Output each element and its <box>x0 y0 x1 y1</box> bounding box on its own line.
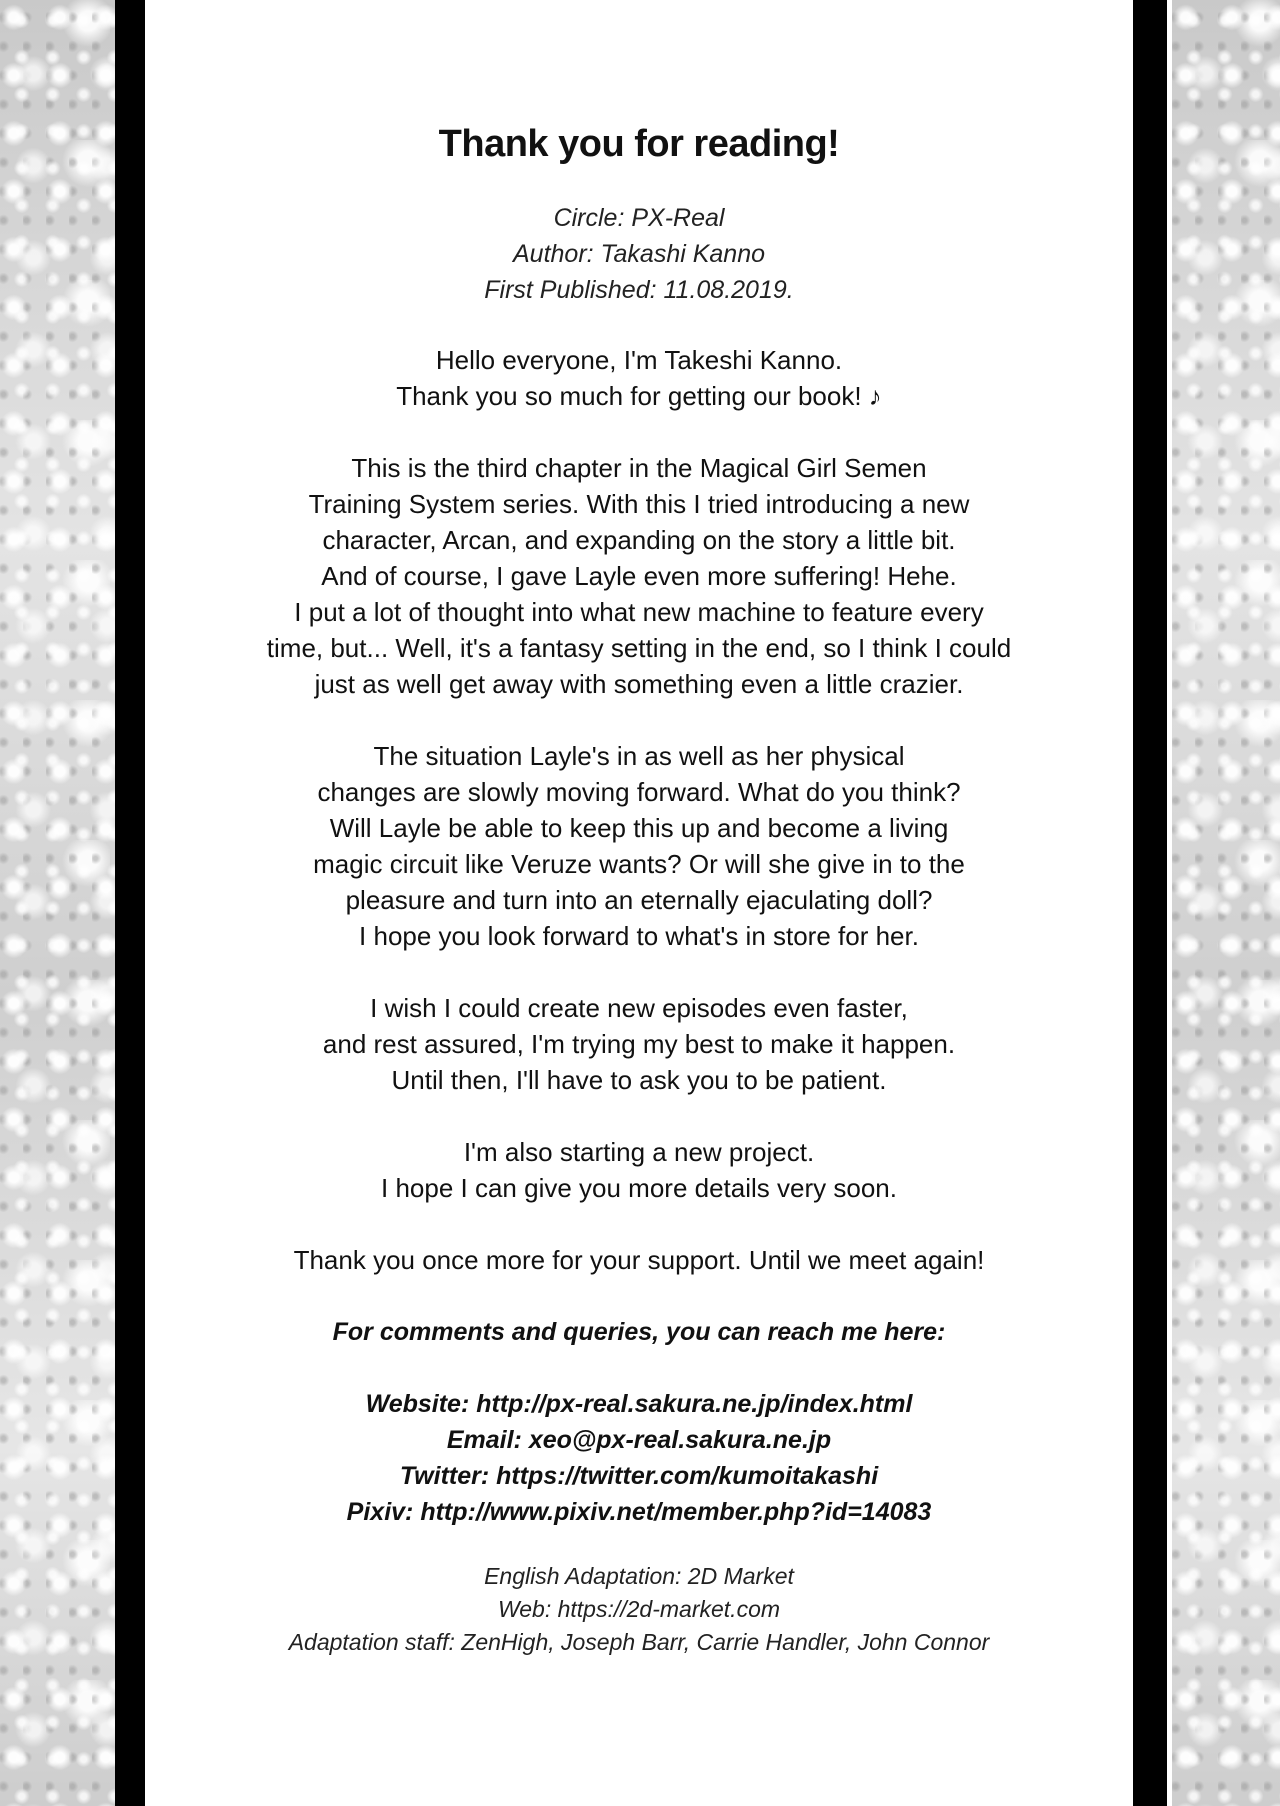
text-line: I hope I can give you more details very soon. <box>381 1173 897 1203</box>
chapter-paragraph <box>145 450 1133 702</box>
contact-heading: For comments and queries, you can reach me here: <box>332 1318 946 1346</box>
afterword-page <box>145 0 1133 1806</box>
text-line: This is the third chapter in the Magical Girl Semen <box>351 453 927 483</box>
text-line: changes are slowly moving forward. What do you think? <box>317 777 961 807</box>
text-line: and rest assured, I'm trying my best to make it happen. <box>322 1029 956 1059</box>
text-line: I put a lot of thought into what new machine to feature every <box>294 597 984 627</box>
text-line: magic circuit like Veruze wants? Or will she give in to the <box>313 849 965 879</box>
contact-list <box>145 1386 1133 1530</box>
closing-paragraph <box>145 1242 1133 1278</box>
text-line: I hope you look forward to what's in store for her. <box>359 921 919 951</box>
adaptation-line: English Adaptation: 2D Market <box>484 1563 794 1589</box>
text-line: And of course, I gave Layle even more suffering! Hehe. <box>321 561 957 591</box>
text-line: The situation Layle's in as well as her physical <box>373 741 905 771</box>
staff-line: Adaptation staff: ZenHigh, Joseph Barr, Carrie Handler, John Connor <box>288 1629 990 1655</box>
published-line: First Published: 11.08.2019. <box>484 276 794 304</box>
publication-info <box>145 200 1133 308</box>
text-line: I'm also starting a new project. <box>463 1137 815 1167</box>
text-line: Will Layle be able to keep this up and become a living <box>329 813 949 843</box>
text-line: Thank you so much for getting our book! ♪ <box>396 381 882 411</box>
text-line: time, but... Well, it's a fantasy setting in the end, so I think I could <box>266 633 1012 663</box>
email-contact: Email: xeo@px-real.sakura.ne.jp <box>446 1426 832 1454</box>
episodes-paragraph <box>145 990 1133 1098</box>
greeting-paragraph <box>145 342 1133 414</box>
twitter-contact: Twitter: https://twitter.com/kumoitakashi <box>399 1462 879 1490</box>
text-line: Thank you once more for your support. Until we meet again! <box>293 1245 985 1275</box>
text-line: pleasure and turn into an eternally ejaculating doll? <box>345 885 933 915</box>
text-line: just as well get away with something even a little crazier. <box>314 669 964 699</box>
pixiv-contact: Pixiv: http://www.pixiv.net/member.php?id=14083 <box>346 1498 932 1526</box>
text-line: Training System series. With this I tried introducing a new <box>308 489 970 519</box>
author-line: Author: Takashi Kanno <box>512 240 766 268</box>
page-title: Thank you for reading! <box>438 123 840 165</box>
bubble-background-right <box>1172 0 1280 1806</box>
website-contact: Website: http://px-real.sakura.ne.jp/index.html <box>365 1390 913 1418</box>
web-line: Web: https://2d-market.com <box>497 1596 781 1622</box>
text-line: Until then, I'll have to ask you to be patient. <box>391 1065 887 1095</box>
text-line: character, Arcan, and expanding on the story a little bit. <box>322 525 956 555</box>
text-line: Hello everyone, I'm Takeshi Kanno. <box>435 345 843 375</box>
circle-line: Circle: PX-Real <box>553 204 725 232</box>
project-paragraph <box>145 1134 1133 1206</box>
story-paragraph <box>145 738 1133 954</box>
bubble-background-left <box>0 0 120 1806</box>
text-line: I wish I could create new episodes even faster, <box>370 993 908 1023</box>
afterword-content <box>145 120 1133 1659</box>
adaptation-credits <box>145 1560 1133 1659</box>
